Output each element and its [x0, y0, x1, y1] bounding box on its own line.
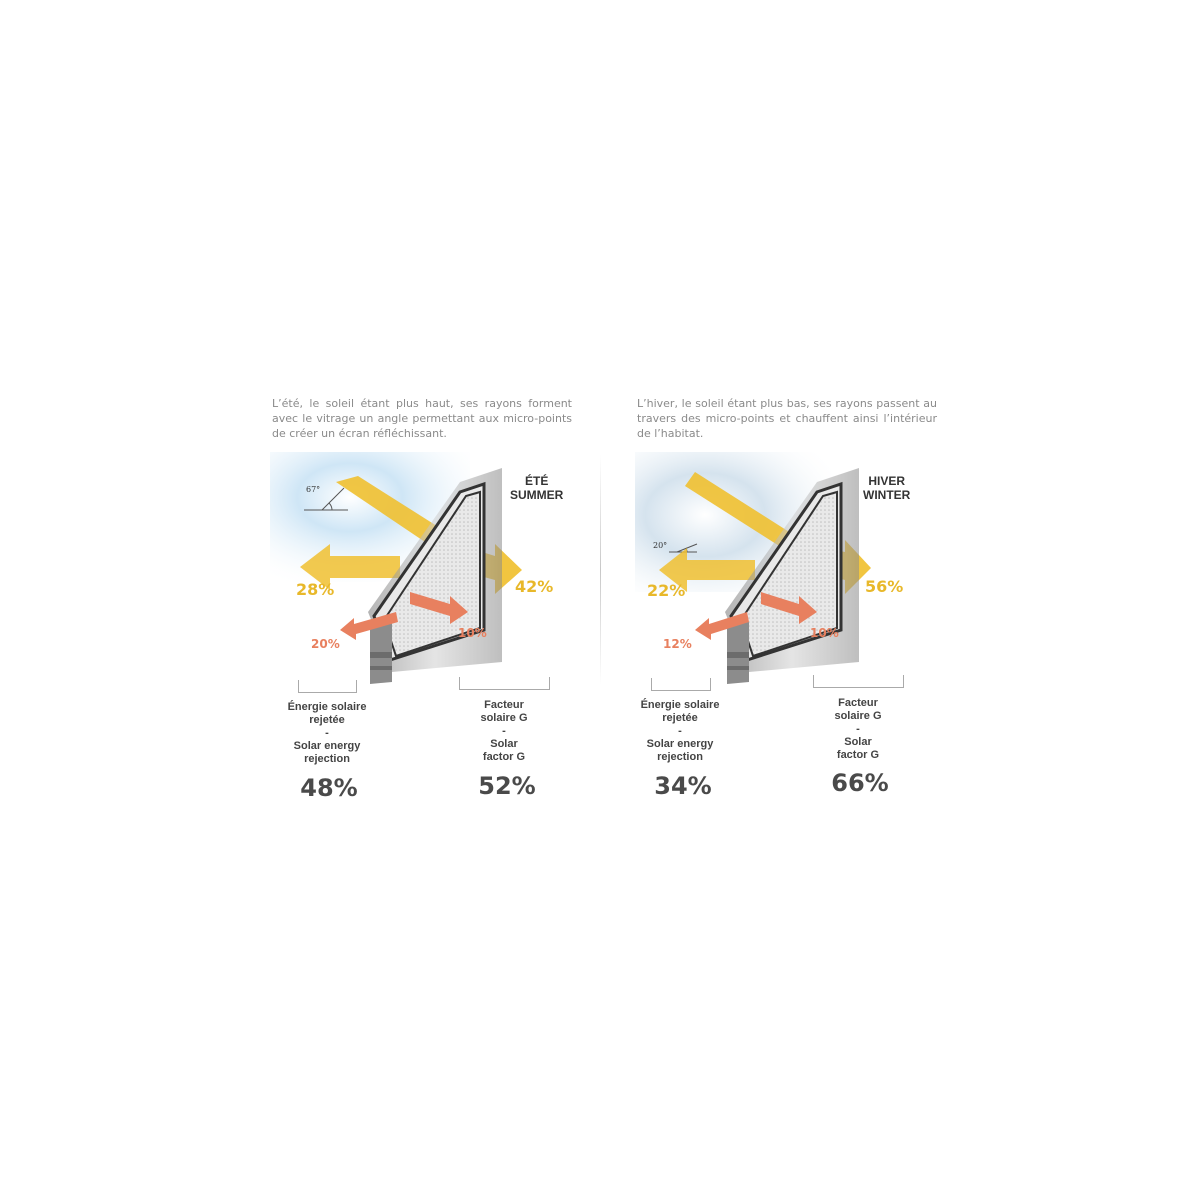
summer-emitted-out-pct: 20% — [311, 637, 340, 651]
season-en: WINTER — [863, 488, 911, 502]
winter-factor-value: 66% — [831, 769, 889, 797]
winter-transmitted-pct: 56% — [865, 577, 904, 596]
winter-rejection-value: 34% — [654, 772, 712, 800]
winter-reflected-pct: 22% — [647, 581, 686, 600]
summer-angle-label: 67° — [306, 485, 321, 494]
summer-rejection-label: Énergie solaire rejetée - Solar energy rejection — [287, 701, 367, 765]
rejection-bracket — [298, 680, 357, 693]
winter-rejection-label: Énergie solaire rejetée - Solar energy rejection — [640, 699, 720, 763]
summer-factor-value: 52% — [478, 772, 536, 800]
winter-angle-label: 20° — [653, 541, 668, 550]
summer-reflected-pct: 28% — [296, 580, 335, 599]
season-fr: HIVER — [868, 474, 905, 488]
winter-description: L’hiver, le soleil étant plus bas, ses rayons passent au travers des micro-points et chauffent ainsi l’intérieur de l’habitat. — [637, 397, 937, 440]
summer-rejection-value: 48% — [300, 774, 358, 802]
rejection-bracket — [651, 678, 711, 691]
winter-panel — [635, 390, 955, 820]
season-fr: ÉTÉ — [525, 474, 549, 488]
summer-description: L’été, le soleil étant plus haut, ses rayons forment avec le vitrage un angle permettant aux micro-points de créer un écran réfléchissant. — [272, 397, 572, 440]
summer-emitted-in-pct: 10% — [458, 626, 487, 640]
winter-emitted-out-pct: 12% — [663, 637, 692, 651]
summer-factor-label: Facteur solaire G - Solar factor G — [480, 699, 528, 763]
panel-divider — [600, 455, 601, 685]
winter-season-title — [863, 474, 910, 502]
winter-emitted-in-pct: 10% — [810, 626, 839, 640]
winter-factor-label: Facteur solaire G - Solar factor G — [834, 697, 882, 761]
factor-bracket — [459, 677, 550, 690]
summer-season-title — [510, 474, 563, 502]
summer-transmitted-pct: 42% — [515, 577, 554, 596]
summer-panel — [270, 390, 590, 820]
season-en: SUMMER — [510, 488, 564, 502]
factor-bracket — [813, 675, 904, 688]
